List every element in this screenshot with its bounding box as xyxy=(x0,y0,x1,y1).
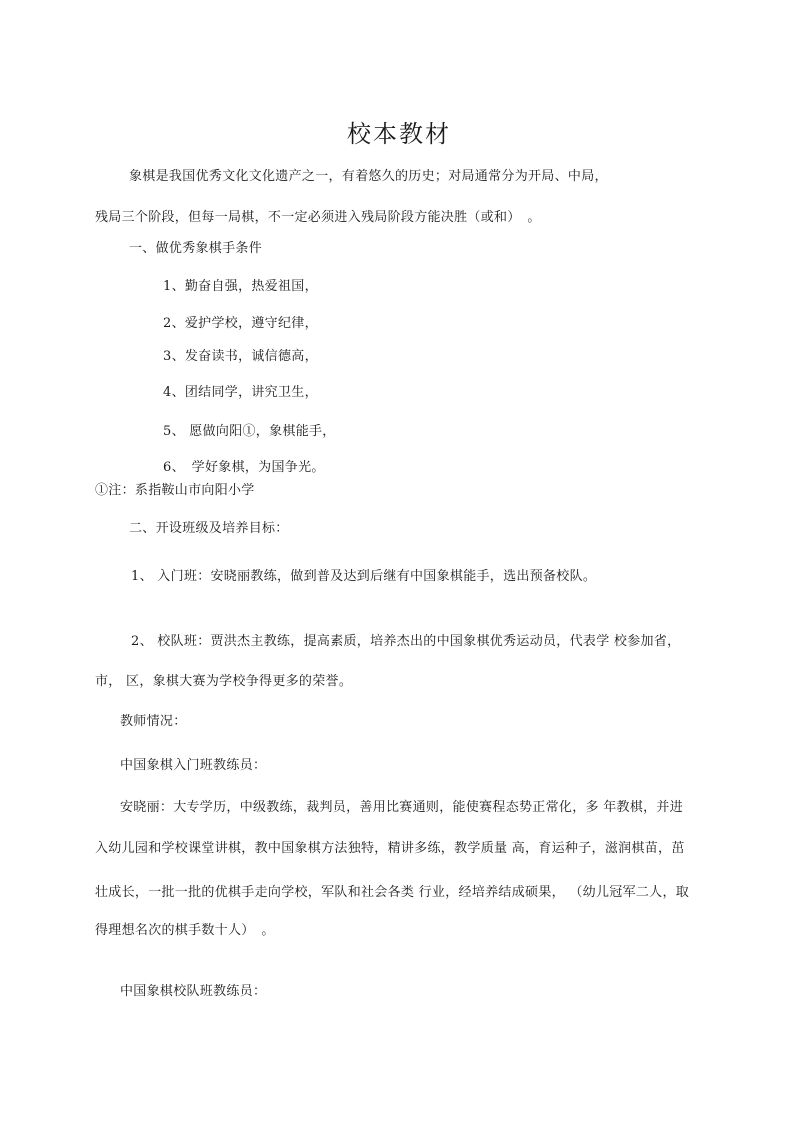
class-team-description-line-2: 市， 区，象棋大赛为学校争得更多的荣誉。 xyxy=(95,674,353,689)
condition-item: 1、勤奋自强，热爱祖国， xyxy=(163,279,318,294)
footnote: ①注：系指鞍山市向阳小学 xyxy=(95,483,255,498)
condition-item: 6、 学好象棋，为国争光。 xyxy=(163,460,325,475)
coach-bio-line: 壮成长，一批一批的优棋手走向学校，军队和社会各类 行业，经培养结成硕果， （幼儿冠军二人，取 xyxy=(95,885,690,900)
class-entry-description: 1、 入门班：安晓丽教练，做到普及达到后继有中国象棋能手，选出预备校队。 xyxy=(131,569,597,584)
intro-paragraph-line-1: 象棋是我国优秀文化文化遗产之一，有着悠久的历史；对局通常分为开局、中局， xyxy=(129,169,608,184)
teachers-heading: 教师情况： xyxy=(120,714,187,729)
coach-bio-line: 得理想名次的棋手数十人） 。 xyxy=(95,923,275,938)
intro-paragraph-line-2: 残局三个阶段，但每一局棋，不一定必须进入残局阶段方能决胜（或和） 。 xyxy=(95,210,541,225)
page-title: 校本教材 xyxy=(347,120,451,148)
team-coach-heading: 中国象棋校队班教练员： xyxy=(120,984,267,999)
coach-bio-line: 入幼儿园和学校课堂讲棋，教中国象棋方法独特，精讲多练，教学质量 高，育运种子，滋润棋苗，茁 xyxy=(95,841,685,856)
condition-item: 4、团结同学，讲究卫生， xyxy=(163,385,318,400)
condition-item: 3、发奋读书，诚信德高， xyxy=(163,349,318,364)
section-heading-classes: 二、开设班级及培养目标： xyxy=(129,521,289,536)
section-heading-conditions: 一、做优秀象棋手条件 xyxy=(129,241,263,256)
condition-item: 5、 愿做向阳①，象棋能手， xyxy=(163,424,336,439)
entry-coach-heading: 中国象棋入门班教练员： xyxy=(120,758,267,773)
class-team-description-line-1: 2、 校队班：贾洪杰主教练，提高素质，培养杰出的中国象棋优秀运动员，代表学 校参加省， xyxy=(131,634,681,649)
condition-item: 2、爱护学校，遵守纪律， xyxy=(163,316,318,331)
coach-bio-line: 安晓丽：大专学历，中级教练，裁判员，善用比赛通则，能使赛程态势正常化，多 年教棋，并进 xyxy=(120,800,684,815)
